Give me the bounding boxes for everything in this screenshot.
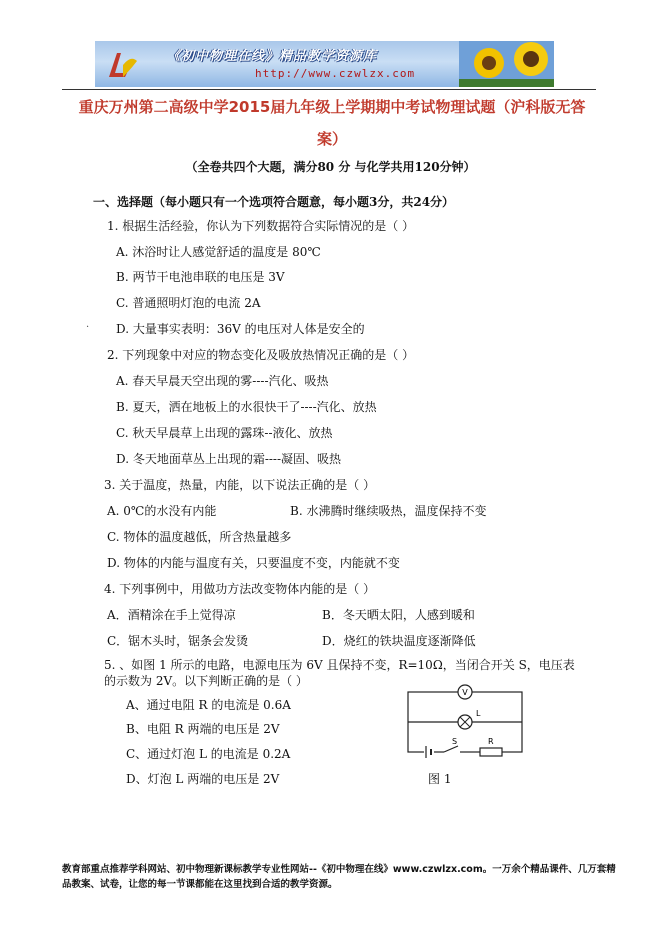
question-5-option-a: A、通过电阻 R 的电流是 0.6A (126, 698, 291, 712)
question-1-option-b: B. 两节干电池串联的电压是 3V (116, 270, 285, 284)
question-1-option-c: C. 普通照明灯泡的电流 2A (116, 296, 261, 310)
question-4-stem: 4. 下列事例中，用做功方法改变物体内能的是（ ） (104, 582, 376, 596)
question-4-option-a: A．酒精涂在手上觉得凉 (107, 608, 236, 622)
question-3-option-c: C. 物体的温度越低，所含热量越多 (107, 530, 292, 544)
circuit-diagram (400, 684, 530, 760)
question-3-option-b: B. 水沸腾时继续吸热，温度保持不变 (290, 504, 487, 518)
question-1-stem: 1. 根据生活经验，你认为下列数据符合实际情况的是（ ） (107, 219, 415, 233)
page-title-line2: 案） (316, 130, 347, 148)
page-footer: 教育部重点推荐学科网站、初中物理新课标教学专业性网站--《初中物理在线》www.czwlzx.com。一万余个精品课件、几万套精品教案、试卷，让您的每一节课都能在这里找到合适的教学资源。 (62, 864, 616, 890)
resistor-symbol (480, 748, 502, 756)
banner-url: http://www.czwlzx.com (255, 67, 416, 80)
question-5-option-c: C、通过灯泡 L 的电流是 0.2A (126, 747, 291, 761)
question-2-option-c: C. 秋天早晨草上出现的露珠--液化、放热 (116, 426, 333, 440)
question-2-stem: 2. 下列现象中对应的物态变化及吸放热情况正确的是（ ） (107, 348, 415, 362)
question-1-option-a: A. 沐浴时让人感觉舒适的温度是 80℃ (116, 245, 321, 259)
question-2-option-a: A. 春天早晨天空出现的雾----汽化、吸热 (116, 374, 329, 388)
question-4-option-c: C．锯木头时，锯条会发烫 (107, 634, 249, 648)
question-2-option-d: D. 冬天地面草丛上出现的霜----凝固、吸热 (116, 452, 342, 466)
question-3-option-a: A. 0℃的水没有内能 (107, 504, 217, 518)
question-5-stem-line2: 的示数为 2V。以下判断正确的是（ ） (104, 674, 308, 688)
page-title-line1: 重庆万州第二高级中学2015届九年级上学期期中考试物理试题（沪科版无答 (78, 98, 586, 116)
resistor-label: R (488, 737, 494, 746)
header-rule (62, 89, 596, 90)
voltmeter-label: V (462, 688, 468, 697)
question-2-option-b: B. 夏天，洒在地板上的水很快干了----汽化、放热 (116, 400, 377, 414)
question-5-option-b: B、电阻 R 两端的电压是 2V (126, 722, 280, 736)
sunflower-image (459, 41, 554, 87)
lamp-label: L (476, 709, 481, 718)
question-5-stem-line1: 5. 、如图 1 所示的电路，电源电压为 6V 且保持不变，R=10Ω，当闭合开关 S，电压表 (104, 658, 575, 672)
question-3-option-d: D. 物体的内能与温度有关，只要温度不变，内能就不变 (107, 556, 400, 570)
question-4-option-b: B．冬天晒太阳，人感到暖和 (322, 608, 475, 622)
header-banner (95, 41, 554, 87)
switch-label: S (452, 737, 458, 746)
stray-mark: · (86, 322, 90, 333)
page-subtitle: （全卷共四个大题，满分80 分 与化学共用120分钟） (185, 160, 476, 174)
question-1-option-d: D. 大量事实表明：36V 的电压对人体是安全的 (116, 322, 365, 336)
question-3-stem: 3. 关于温度，热量，内能，以下说法正确的是（ ） (104, 478, 376, 492)
site-logo-icon (103, 47, 139, 83)
question-5-option-d: D、灯泡 L 两端的电压是 2V (126, 772, 280, 786)
section-heading: 一、选择题（每小题只有一个选项符合题意，每小题3分，共24分） (93, 195, 455, 209)
figure-caption: 图 1 (428, 772, 452, 786)
banner-title: 《初中物理在线》精品教学资源库 (167, 49, 378, 64)
question-4-option-d: D．烧红的铁块温度逐渐降低 (322, 634, 476, 648)
